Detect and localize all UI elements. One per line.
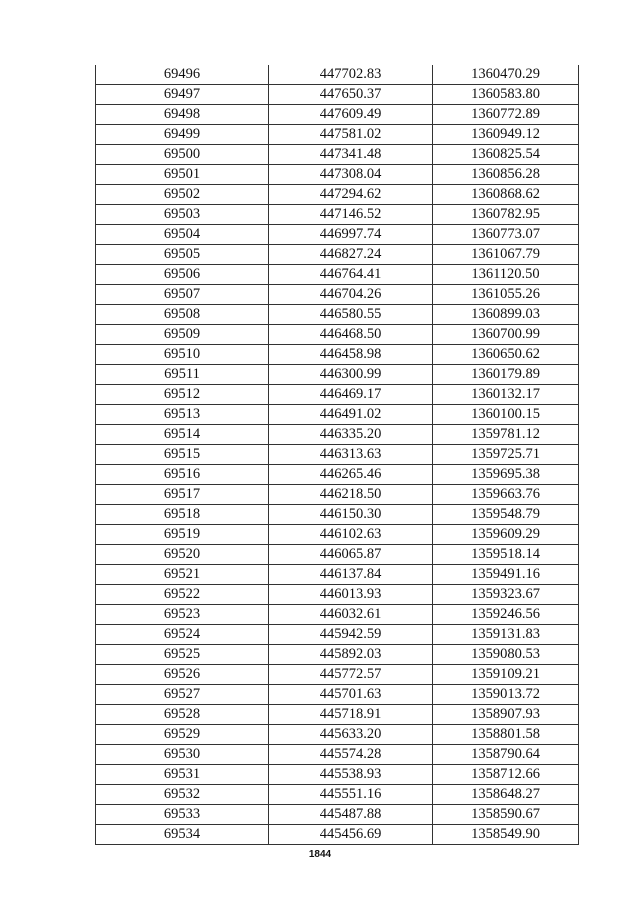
- point-id-cell: 69502: [96, 185, 269, 205]
- point-id-cell: 69517: [96, 485, 269, 505]
- y-coordinate-cell: 1359013.72: [433, 685, 579, 705]
- point-id-cell: 69507: [96, 285, 269, 305]
- table-row: [96, 765, 579, 785]
- point-id-cell: 69500: [96, 145, 269, 165]
- table-row: [96, 165, 579, 185]
- table-row: [96, 405, 579, 425]
- y-coordinate-cell: 1358712.66: [433, 765, 579, 785]
- table-row: [96, 525, 579, 545]
- y-coordinate-cell: 1359663.76: [433, 485, 579, 505]
- x-coordinate-cell: 446764.41: [269, 265, 433, 285]
- y-coordinate-cell: 1360772.89: [433, 105, 579, 125]
- point-id-cell: 69525: [96, 645, 269, 665]
- table-row: [96, 585, 579, 605]
- y-coordinate-cell: 1358549.90: [433, 825, 579, 845]
- point-id-cell: 69499: [96, 125, 269, 145]
- y-coordinate-cell: 1361067.79: [433, 245, 579, 265]
- point-id-cell: 69522: [96, 585, 269, 605]
- point-id-cell: 69531: [96, 765, 269, 785]
- point-id-cell: 69524: [96, 625, 269, 645]
- y-coordinate-cell: 1358790.64: [433, 745, 579, 765]
- x-coordinate-cell: 446313.63: [269, 445, 433, 465]
- x-coordinate-cell: 445574.28: [269, 745, 433, 765]
- table-row: [96, 545, 579, 565]
- table-row: [96, 365, 579, 385]
- x-coordinate-cell: 446335.20: [269, 425, 433, 445]
- x-coordinate-cell: 446468.50: [269, 325, 433, 345]
- x-coordinate-cell: 446150.30: [269, 505, 433, 525]
- point-id-cell: 69530: [96, 745, 269, 765]
- x-coordinate-cell: 445718.91: [269, 705, 433, 725]
- table-row: [96, 305, 579, 325]
- coordinate-table: [95, 65, 579, 845]
- x-coordinate-cell: 447650.37: [269, 85, 433, 105]
- y-coordinate-cell: 1360179.89: [433, 365, 579, 385]
- point-id-cell: 69510: [96, 345, 269, 365]
- x-coordinate-cell: 447294.62: [269, 185, 433, 205]
- point-id-cell: 69520: [96, 545, 269, 565]
- x-coordinate-cell: 446469.17: [269, 385, 433, 405]
- x-coordinate-cell: 446580.55: [269, 305, 433, 325]
- page-number: 1844: [308, 849, 332, 860]
- table-row: [96, 85, 579, 105]
- x-coordinate-cell: 445487.88: [269, 805, 433, 825]
- table-row: [96, 465, 579, 485]
- table-row: [96, 705, 579, 725]
- y-coordinate-cell: 1360773.07: [433, 225, 579, 245]
- x-coordinate-cell: 446458.98: [269, 345, 433, 365]
- point-id-cell: 69498: [96, 105, 269, 125]
- table-row: [96, 185, 579, 205]
- x-coordinate-cell: 446102.63: [269, 525, 433, 545]
- table-row: [96, 505, 579, 525]
- y-coordinate-cell: 1360700.99: [433, 325, 579, 345]
- table-row: [96, 345, 579, 365]
- x-coordinate-cell: 447702.83: [269, 65, 433, 85]
- x-coordinate-cell: 446032.61: [269, 605, 433, 625]
- y-coordinate-cell: 1359491.16: [433, 565, 579, 585]
- point-id-cell: 69501: [96, 165, 269, 185]
- table-row: [96, 485, 579, 505]
- point-id-cell: 69533: [96, 805, 269, 825]
- y-coordinate-cell: 1360949.12: [433, 125, 579, 145]
- y-coordinate-cell: 1359725.71: [433, 445, 579, 465]
- point-id-cell: 69528: [96, 705, 269, 725]
- point-id-cell: 69508: [96, 305, 269, 325]
- x-coordinate-cell: 446300.99: [269, 365, 433, 385]
- table-row: [96, 265, 579, 285]
- coordinate-table-container: [95, 65, 578, 845]
- table-row: [96, 385, 579, 405]
- table-row: [96, 425, 579, 445]
- point-id-cell: 69515: [96, 445, 269, 465]
- y-coordinate-cell: 1359323.67: [433, 585, 579, 605]
- table-row: [96, 785, 579, 805]
- point-id-cell: 69518: [96, 505, 269, 525]
- y-coordinate-cell: 1360899.03: [433, 305, 579, 325]
- y-coordinate-cell: 1360583.80: [433, 85, 579, 105]
- y-coordinate-cell: 1359109.21: [433, 665, 579, 685]
- y-coordinate-cell: 1360650.62: [433, 345, 579, 365]
- point-id-cell: 69523: [96, 605, 269, 625]
- point-id-cell: 69521: [96, 565, 269, 585]
- table-row: [96, 605, 579, 625]
- point-id-cell: 69509: [96, 325, 269, 345]
- y-coordinate-cell: 1358801.58: [433, 725, 579, 745]
- y-coordinate-cell: 1360132.17: [433, 385, 579, 405]
- y-coordinate-cell: 1361055.26: [433, 285, 579, 305]
- x-coordinate-cell: 447146.52: [269, 205, 433, 225]
- y-coordinate-cell: 1360782.95: [433, 205, 579, 225]
- x-coordinate-cell: 446827.24: [269, 245, 433, 265]
- point-id-cell: 69527: [96, 685, 269, 705]
- x-coordinate-cell: 446265.46: [269, 465, 433, 485]
- table-row: [96, 105, 579, 125]
- table-row: [96, 445, 579, 465]
- x-coordinate-cell: 445456.69: [269, 825, 433, 845]
- y-coordinate-cell: 1360856.28: [433, 165, 579, 185]
- x-coordinate-cell: 445633.20: [269, 725, 433, 745]
- point-id-cell: 69512: [96, 385, 269, 405]
- x-coordinate-cell: 446137.84: [269, 565, 433, 585]
- point-id-cell: 69504: [96, 225, 269, 245]
- point-id-cell: 69513: [96, 405, 269, 425]
- point-id-cell: 69532: [96, 785, 269, 805]
- point-id-cell: 69497: [96, 85, 269, 105]
- x-coordinate-cell: 446491.02: [269, 405, 433, 425]
- y-coordinate-cell: 1361120.50: [433, 265, 579, 285]
- y-coordinate-cell: 1359609.29: [433, 525, 579, 545]
- table-row: [96, 665, 579, 685]
- table-row: [96, 825, 579, 845]
- y-coordinate-cell: 1360868.62: [433, 185, 579, 205]
- point-id-cell: 69534: [96, 825, 269, 845]
- y-coordinate-cell: 1358907.93: [433, 705, 579, 725]
- point-id-cell: 69514: [96, 425, 269, 445]
- x-coordinate-cell: 445942.59: [269, 625, 433, 645]
- x-coordinate-cell: 446997.74: [269, 225, 433, 245]
- table-row: [96, 65, 579, 85]
- point-id-cell: 69519: [96, 525, 269, 545]
- x-coordinate-cell: 445701.63: [269, 685, 433, 705]
- point-id-cell: 69511: [96, 365, 269, 385]
- y-coordinate-cell: 1360100.15: [433, 405, 579, 425]
- x-coordinate-cell: 445551.16: [269, 785, 433, 805]
- y-coordinate-cell: 1360825.54: [433, 145, 579, 165]
- table-row: [96, 805, 579, 825]
- coordinate-table-body: [96, 65, 579, 845]
- table-row: [96, 745, 579, 765]
- x-coordinate-cell: 446065.87: [269, 545, 433, 565]
- y-coordinate-cell: 1358648.27: [433, 785, 579, 805]
- table-row: [96, 685, 579, 705]
- table-row: [96, 565, 579, 585]
- table-row: [96, 285, 579, 305]
- x-coordinate-cell: 445538.93: [269, 765, 433, 785]
- x-coordinate-cell: 447341.48: [269, 145, 433, 165]
- y-coordinate-cell: 1359518.14: [433, 545, 579, 565]
- point-id-cell: 69526: [96, 665, 269, 685]
- point-id-cell: 69529: [96, 725, 269, 745]
- table-row: [96, 245, 579, 265]
- table-row: [96, 145, 579, 165]
- table-row: [96, 125, 579, 145]
- x-coordinate-cell: 447308.04: [269, 165, 433, 185]
- point-id-cell: 69516: [96, 465, 269, 485]
- y-coordinate-cell: 1359246.56: [433, 605, 579, 625]
- y-coordinate-cell: 1359781.12: [433, 425, 579, 445]
- x-coordinate-cell: 446013.93: [269, 585, 433, 605]
- y-coordinate-cell: 1359695.38: [433, 465, 579, 485]
- y-coordinate-cell: 1358590.67: [433, 805, 579, 825]
- table-row: [96, 205, 579, 225]
- table-row: [96, 725, 579, 745]
- y-coordinate-cell: 1359080.53: [433, 645, 579, 665]
- point-id-cell: 69506: [96, 265, 269, 285]
- x-coordinate-cell: 447609.49: [269, 105, 433, 125]
- point-id-cell: 69505: [96, 245, 269, 265]
- x-coordinate-cell: 446704.26: [269, 285, 433, 305]
- table-row: [96, 625, 579, 645]
- point-id-cell: 69503: [96, 205, 269, 225]
- table-row: [96, 225, 579, 245]
- table-row: [96, 325, 579, 345]
- table-row: [96, 645, 579, 665]
- x-coordinate-cell: 447581.02: [269, 125, 433, 145]
- y-coordinate-cell: 1359131.83: [433, 625, 579, 645]
- point-id-cell: 69496: [96, 65, 269, 85]
- y-coordinate-cell: 1359548.79: [433, 505, 579, 525]
- x-coordinate-cell: 445772.57: [269, 665, 433, 685]
- x-coordinate-cell: 446218.50: [269, 485, 433, 505]
- x-coordinate-cell: 445892.03: [269, 645, 433, 665]
- y-coordinate-cell: 1360470.29: [433, 65, 579, 85]
